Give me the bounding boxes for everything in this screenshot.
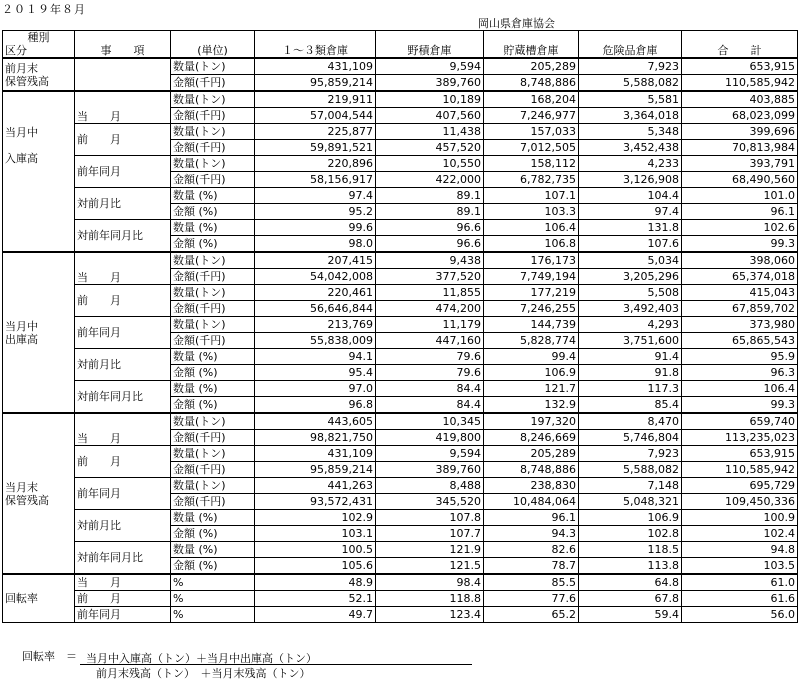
value-cell: 5,581 bbox=[579, 91, 682, 108]
value-cell: 443,605 bbox=[255, 413, 376, 430]
item-label: 当 月 bbox=[75, 91, 171, 124]
value-cell: 99.6 bbox=[255, 220, 376, 236]
value-cell: 103.3 bbox=[484, 204, 579, 220]
value-cell: 9,594 bbox=[376, 446, 484, 462]
unit-cell: 数量(トン) bbox=[171, 91, 255, 108]
value-cell: 4,233 bbox=[579, 156, 682, 172]
item-label: 対前月比 bbox=[75, 188, 171, 220]
value-cell: 11,179 bbox=[376, 317, 484, 333]
section-label-line: 回転率 bbox=[5, 592, 38, 605]
unit-cell: % bbox=[171, 607, 255, 623]
unit-cell: 金額(千円) bbox=[171, 140, 255, 156]
unit-cell: 数量(トン) bbox=[171, 413, 255, 430]
value-cell: 11,855 bbox=[376, 285, 484, 301]
value-cell: 5,034 bbox=[579, 252, 682, 269]
value-cell: 84.4 bbox=[376, 397, 484, 414]
value-cell: 3,452,438 bbox=[579, 140, 682, 156]
value-cell: 5,588,082 bbox=[579, 75, 682, 92]
value-cell: 94.8 bbox=[682, 542, 798, 558]
value-cell: 7,148 bbox=[579, 478, 682, 494]
value-cell: 107.7 bbox=[376, 526, 484, 542]
value-cell: 106.4 bbox=[484, 220, 579, 236]
unit-cell: 数量 (%) bbox=[171, 381, 255, 397]
value-cell: 102.4 bbox=[682, 526, 798, 542]
value-cell: 98.0 bbox=[255, 236, 376, 253]
value-cell: 5,828,774 bbox=[484, 333, 579, 349]
table-row bbox=[3, 446, 798, 462]
value-cell: 4,293 bbox=[579, 317, 682, 333]
value-cell: 107.8 bbox=[376, 510, 484, 526]
value-cell: 7,923 bbox=[579, 446, 682, 462]
table-row bbox=[3, 574, 798, 591]
section-label-line: 保管残高 bbox=[5, 74, 49, 88]
value-cell: 207,415 bbox=[255, 252, 376, 269]
value-cell: 94.3 bbox=[484, 526, 579, 542]
value-cell: 59,891,521 bbox=[255, 140, 376, 156]
col-header-total: 合 計 bbox=[682, 31, 798, 59]
unit-cell: 金額 (%) bbox=[171, 204, 255, 220]
value-cell: 389,760 bbox=[376, 75, 484, 92]
table-row bbox=[3, 220, 798, 236]
unit-cell: 数量(トン) bbox=[171, 58, 255, 75]
value-cell: 213,769 bbox=[255, 317, 376, 333]
section-label-line bbox=[5, 191, 72, 204]
unit-cell: 金額 (%) bbox=[171, 558, 255, 575]
unit-cell: 金額 (%) bbox=[171, 365, 255, 381]
table-row bbox=[3, 91, 798, 108]
item-label: 前年同月 bbox=[75, 478, 171, 510]
value-cell: 54,042,008 bbox=[255, 269, 376, 285]
value-cell: 68,490,560 bbox=[682, 172, 798, 188]
value-cell: 96.6 bbox=[376, 220, 484, 236]
value-cell: 95.9 bbox=[682, 349, 798, 365]
value-cell: 59.4 bbox=[579, 607, 682, 623]
value-cell: 8,488 bbox=[376, 478, 484, 494]
type-header bbox=[3, 31, 75, 59]
value-cell: 67,859,702 bbox=[682, 301, 798, 317]
item-label: 前 月 bbox=[75, 591, 171, 607]
unit-cell: 数量(トン) bbox=[171, 156, 255, 172]
value-cell: 52.1 bbox=[255, 591, 376, 607]
value-cell: 220,461 bbox=[255, 285, 376, 301]
table-row bbox=[3, 124, 798, 140]
value-cell: 11,438 bbox=[376, 124, 484, 140]
value-cell: 95.2 bbox=[255, 204, 376, 220]
unit-cell: 金額(千円) bbox=[171, 494, 255, 510]
value-cell: 121.7 bbox=[484, 381, 579, 397]
table-row bbox=[3, 607, 798, 623]
value-cell: 403,885 bbox=[682, 91, 798, 108]
value-cell: 97.0 bbox=[255, 381, 376, 397]
value-cell: 95,859,214 bbox=[255, 462, 376, 478]
value-cell: 56.0 bbox=[682, 607, 798, 623]
value-cell: 205,289 bbox=[484, 446, 579, 462]
value-cell: 102.6 bbox=[682, 220, 798, 236]
section-label bbox=[3, 252, 75, 413]
value-cell: 7,246,977 bbox=[484, 108, 579, 124]
col-header-storage-tank: 貯蔵槽倉庫 bbox=[484, 31, 579, 59]
unit-cell: % bbox=[171, 574, 255, 591]
value-cell: 65.2 bbox=[484, 607, 579, 623]
section-label-line bbox=[5, 217, 72, 230]
value-cell: 10,345 bbox=[376, 413, 484, 430]
value-cell: 158,112 bbox=[484, 156, 579, 172]
value-cell: 3,205,296 bbox=[579, 269, 682, 285]
formula-numerator: 当月中入庫高（トン）＋当月中出庫高（トン） bbox=[86, 652, 317, 665]
item-label: 対前年同月比 bbox=[75, 542, 171, 575]
section-label-line: 当月中 bbox=[5, 319, 38, 333]
unit-cell: 数量 (%) bbox=[171, 220, 255, 236]
item-label: 対前年同月比 bbox=[75, 220, 171, 253]
value-cell: 168,204 bbox=[484, 91, 579, 108]
section-label-line: 入庫高 bbox=[5, 152, 38, 165]
item-label: 当 月 bbox=[75, 413, 171, 446]
value-cell: 8,748,886 bbox=[484, 75, 579, 92]
value-cell: 104.4 bbox=[579, 188, 682, 204]
table-row bbox=[3, 510, 798, 526]
section-label-line bbox=[5, 204, 72, 217]
item-label: 前年同月 bbox=[75, 317, 171, 349]
unit-cell: 数量(トン) bbox=[171, 478, 255, 494]
section-label-line: 保管残高 bbox=[5, 493, 49, 507]
value-cell: 6,782,735 bbox=[484, 172, 579, 188]
unit-cell: 数量 (%) bbox=[171, 188, 255, 204]
value-cell: 419,800 bbox=[376, 430, 484, 446]
item-label: 対前月比 bbox=[75, 510, 171, 542]
value-cell: 157,033 bbox=[484, 124, 579, 140]
value-cell: 49.7 bbox=[255, 607, 376, 623]
table-row bbox=[3, 188, 798, 204]
value-cell: 398,060 bbox=[682, 252, 798, 269]
value-cell: 3,364,018 bbox=[579, 108, 682, 124]
unit-cell: 数量(トン) bbox=[171, 285, 255, 301]
value-cell: 3,492,403 bbox=[579, 301, 682, 317]
value-cell: 109,450,336 bbox=[682, 494, 798, 510]
value-cell: 474,200 bbox=[376, 301, 484, 317]
section-label bbox=[3, 574, 75, 623]
value-cell: 132.9 bbox=[484, 397, 579, 414]
value-cell: 97.4 bbox=[255, 188, 376, 204]
value-cell: 89.1 bbox=[376, 188, 484, 204]
value-cell: 118.5 bbox=[579, 542, 682, 558]
value-cell: 3,126,908 bbox=[579, 172, 682, 188]
section-label-line bbox=[5, 139, 72, 152]
value-cell: 106.4 bbox=[682, 381, 798, 397]
unit-cell: 金額(千円) bbox=[171, 269, 255, 285]
value-cell: 10,550 bbox=[376, 156, 484, 172]
value-cell: 5,048,321 bbox=[579, 494, 682, 510]
value-cell: 131.8 bbox=[579, 220, 682, 236]
section-label-line: 当月中 bbox=[5, 126, 38, 139]
unit-cell: 金額(千円) bbox=[171, 462, 255, 478]
unit-cell: 数量(トン) bbox=[171, 252, 255, 269]
section-label-line: 当月末 bbox=[5, 480, 38, 494]
value-cell: 441,263 bbox=[255, 478, 376, 494]
value-cell: 9,594 bbox=[376, 58, 484, 75]
unit-cell: 金額 (%) bbox=[171, 236, 255, 253]
value-cell: 106.8 bbox=[484, 236, 579, 253]
section-label-line: 前月末 bbox=[5, 61, 38, 75]
value-cell: 85.5 bbox=[484, 574, 579, 591]
item-label: 当 月 bbox=[75, 574, 171, 591]
report-date: ２０１９年８月 bbox=[2, 3, 86, 16]
value-cell: 407,560 bbox=[376, 108, 484, 124]
value-cell: 95.4 bbox=[255, 365, 376, 381]
formula-denominator: 前月末残高（トン） ＋当月末残高（トン） bbox=[96, 667, 311, 680]
value-cell: 100.9 bbox=[682, 510, 798, 526]
value-cell: 93,572,431 bbox=[255, 494, 376, 510]
value-cell: 99.3 bbox=[682, 397, 798, 414]
col-header-hazardous: 危険品倉庫 bbox=[579, 31, 682, 59]
value-cell: 393,791 bbox=[682, 156, 798, 172]
unit-cell: 金額 (%) bbox=[171, 397, 255, 414]
value-cell: 56,646,844 bbox=[255, 301, 376, 317]
value-cell: 106.9 bbox=[579, 510, 682, 526]
value-cell: 99.4 bbox=[484, 349, 579, 365]
value-cell: 389,760 bbox=[376, 462, 484, 478]
value-cell: 64.8 bbox=[579, 574, 682, 591]
item-header: 事 項 bbox=[75, 31, 171, 59]
value-cell: 103.1 bbox=[255, 526, 376, 542]
value-cell: 695,729 bbox=[682, 478, 798, 494]
value-cell: 107.6 bbox=[579, 236, 682, 253]
value-cell: 177,219 bbox=[484, 285, 579, 301]
item-label: 対前年同月比 bbox=[75, 381, 171, 414]
value-cell: 457,520 bbox=[376, 140, 484, 156]
value-cell: 118.8 bbox=[376, 591, 484, 607]
value-cell: 96.6 bbox=[376, 236, 484, 253]
value-cell: 7,012,505 bbox=[484, 140, 579, 156]
value-cell: 3,751,600 bbox=[579, 333, 682, 349]
unit-cell: 金額(千円) bbox=[171, 333, 255, 349]
value-cell: 57,004,544 bbox=[255, 108, 376, 124]
value-cell: 5,746,804 bbox=[579, 430, 682, 446]
value-cell: 85.4 bbox=[579, 397, 682, 414]
value-cell: 82.6 bbox=[484, 542, 579, 558]
value-cell: 103.5 bbox=[682, 558, 798, 575]
value-cell: 79.6 bbox=[376, 349, 484, 365]
value-cell: 653,915 bbox=[682, 446, 798, 462]
value-cell: 373,980 bbox=[682, 317, 798, 333]
section-label bbox=[3, 91, 75, 252]
type-header-bottom: 区分 bbox=[5, 44, 27, 57]
item-label: 前 月 bbox=[75, 285, 171, 317]
value-cell: 197,320 bbox=[484, 413, 579, 430]
table-row bbox=[3, 285, 798, 301]
value-cell: 431,109 bbox=[255, 58, 376, 75]
value-cell: 100.5 bbox=[255, 542, 376, 558]
value-cell: 9,438 bbox=[376, 252, 484, 269]
value-cell: 345,520 bbox=[376, 494, 484, 510]
section-label-line bbox=[5, 178, 72, 191]
table-row bbox=[3, 58, 798, 75]
value-cell: 98.4 bbox=[376, 574, 484, 591]
item-label: 前 月 bbox=[75, 124, 171, 156]
value-cell: 659,740 bbox=[682, 413, 798, 430]
organization-name: 岡山県倉庫協会 bbox=[478, 17, 555, 30]
item-label: 前年同月 bbox=[75, 607, 171, 623]
value-cell: 5,588,082 bbox=[579, 462, 682, 478]
value-cell: 8,470 bbox=[579, 413, 682, 430]
value-cell: 94.1 bbox=[255, 349, 376, 365]
value-cell: 77.6 bbox=[484, 591, 579, 607]
unit-cell: 金額(千円) bbox=[171, 108, 255, 124]
value-cell: 91.4 bbox=[579, 349, 682, 365]
value-cell: 117.3 bbox=[579, 381, 682, 397]
value-cell: 105.6 bbox=[255, 558, 376, 575]
unit-cell: 金額(千円) bbox=[171, 172, 255, 188]
section-label-line bbox=[5, 113, 72, 126]
value-cell: 48.9 bbox=[255, 574, 376, 591]
value-cell: 55,838,009 bbox=[255, 333, 376, 349]
value-cell: 91.8 bbox=[579, 365, 682, 381]
value-cell: 106.9 bbox=[484, 365, 579, 381]
value-cell: 110,585,942 bbox=[682, 462, 798, 478]
value-cell: 113,235,023 bbox=[682, 430, 798, 446]
value-cell: 70,813,984 bbox=[682, 140, 798, 156]
value-cell: 653,915 bbox=[682, 58, 798, 75]
unit-cell: % bbox=[171, 591, 255, 607]
value-cell: 61.6 bbox=[682, 591, 798, 607]
unit-cell: 金額(千円) bbox=[171, 430, 255, 446]
value-cell: 8,748,886 bbox=[484, 462, 579, 478]
value-cell: 176,173 bbox=[484, 252, 579, 269]
value-cell: 121.5 bbox=[376, 558, 484, 575]
value-cell: 96.8 bbox=[255, 397, 376, 414]
value-cell: 415,043 bbox=[682, 285, 798, 301]
value-cell: 101.0 bbox=[682, 188, 798, 204]
value-cell: 58,156,917 bbox=[255, 172, 376, 188]
value-cell: 79.6 bbox=[376, 365, 484, 381]
section-label bbox=[3, 413, 75, 574]
section-label-line bbox=[5, 165, 72, 178]
value-cell: 67.8 bbox=[579, 591, 682, 607]
value-cell: 78.7 bbox=[484, 558, 579, 575]
table-row bbox=[3, 349, 798, 365]
value-cell: 99.3 bbox=[682, 236, 798, 253]
value-cell: 377,520 bbox=[376, 269, 484, 285]
unit-cell: 数量 (%) bbox=[171, 542, 255, 558]
value-cell: 10,484,064 bbox=[484, 494, 579, 510]
col-header-open-yard: 野積倉庫 bbox=[376, 31, 484, 59]
value-cell: 97.4 bbox=[579, 204, 682, 220]
value-cell: 422,000 bbox=[376, 172, 484, 188]
type-header-top: 種別 bbox=[27, 31, 50, 44]
value-cell: 107.1 bbox=[484, 188, 579, 204]
unit-cell: 数量(トン) bbox=[171, 124, 255, 140]
table-row bbox=[3, 413, 798, 430]
value-cell: 7,923 bbox=[579, 58, 682, 75]
unit-cell: 金額 (%) bbox=[171, 526, 255, 542]
unit-cell: 数量 (%) bbox=[171, 349, 255, 365]
value-cell: 96.1 bbox=[682, 204, 798, 220]
value-cell: 123.4 bbox=[376, 607, 484, 623]
value-cell: 205,289 bbox=[484, 58, 579, 75]
value-cell: 10,189 bbox=[376, 91, 484, 108]
item-label: 対前月比 bbox=[75, 349, 171, 381]
table-row bbox=[3, 381, 798, 397]
value-cell: 113.8 bbox=[579, 558, 682, 575]
value-cell: 144,739 bbox=[484, 317, 579, 333]
warehouse-statistics-table bbox=[2, 30, 798, 623]
value-cell: 61.0 bbox=[682, 574, 798, 591]
value-cell: 84.4 bbox=[376, 381, 484, 397]
value-cell: 238,830 bbox=[484, 478, 579, 494]
header-row bbox=[3, 31, 798, 59]
value-cell: 96.3 bbox=[682, 365, 798, 381]
value-cell: 219,911 bbox=[255, 91, 376, 108]
item-label: 前年同月 bbox=[75, 156, 171, 188]
value-cell: 7,749,194 bbox=[484, 269, 579, 285]
section-label-line: 出庫高 bbox=[5, 332, 38, 346]
table-row bbox=[3, 156, 798, 172]
value-cell: 96.1 bbox=[484, 510, 579, 526]
value-cell: 95,859,214 bbox=[255, 75, 376, 92]
table-row bbox=[3, 252, 798, 269]
value-cell: 5,508 bbox=[579, 285, 682, 301]
item-label bbox=[75, 58, 171, 91]
value-cell: 89.1 bbox=[376, 204, 484, 220]
value-cell: 65,374,018 bbox=[682, 269, 798, 285]
value-cell: 110,585,942 bbox=[682, 75, 798, 92]
unit-cell: 数量 (%) bbox=[171, 510, 255, 526]
table-row bbox=[3, 591, 798, 607]
table-row bbox=[3, 542, 798, 558]
section-label bbox=[3, 58, 75, 91]
value-cell: 399,696 bbox=[682, 124, 798, 140]
table-row bbox=[3, 478, 798, 494]
value-cell: 121.9 bbox=[376, 542, 484, 558]
value-cell: 98,821,750 bbox=[255, 430, 376, 446]
item-label: 前 月 bbox=[75, 446, 171, 478]
value-cell: 102.8 bbox=[579, 526, 682, 542]
value-cell: 225,877 bbox=[255, 124, 376, 140]
value-cell: 65,865,543 bbox=[682, 333, 798, 349]
unit-cell: 金額(千円) bbox=[171, 75, 255, 92]
item-label: 当 月 bbox=[75, 252, 171, 285]
unit-cell: 数量(トン) bbox=[171, 317, 255, 333]
value-cell: 220,896 bbox=[255, 156, 376, 172]
table-row bbox=[3, 317, 798, 333]
unit-cell: 数量(トン) bbox=[171, 446, 255, 462]
value-cell: 5,348 bbox=[579, 124, 682, 140]
value-cell: 8,246,669 bbox=[484, 430, 579, 446]
unit-cell: 金額(千円) bbox=[171, 301, 255, 317]
value-cell: 68,023,099 bbox=[682, 108, 798, 124]
value-cell: 447,160 bbox=[376, 333, 484, 349]
col-header-class1-3: １～３類倉庫 bbox=[255, 31, 376, 59]
unit-header: (単位) bbox=[171, 31, 255, 59]
value-cell: 7,246,255 bbox=[484, 301, 579, 317]
value-cell: 431,109 bbox=[255, 446, 376, 462]
formula-label: 回転率 ＝ bbox=[22, 650, 77, 663]
value-cell: 102.9 bbox=[255, 510, 376, 526]
